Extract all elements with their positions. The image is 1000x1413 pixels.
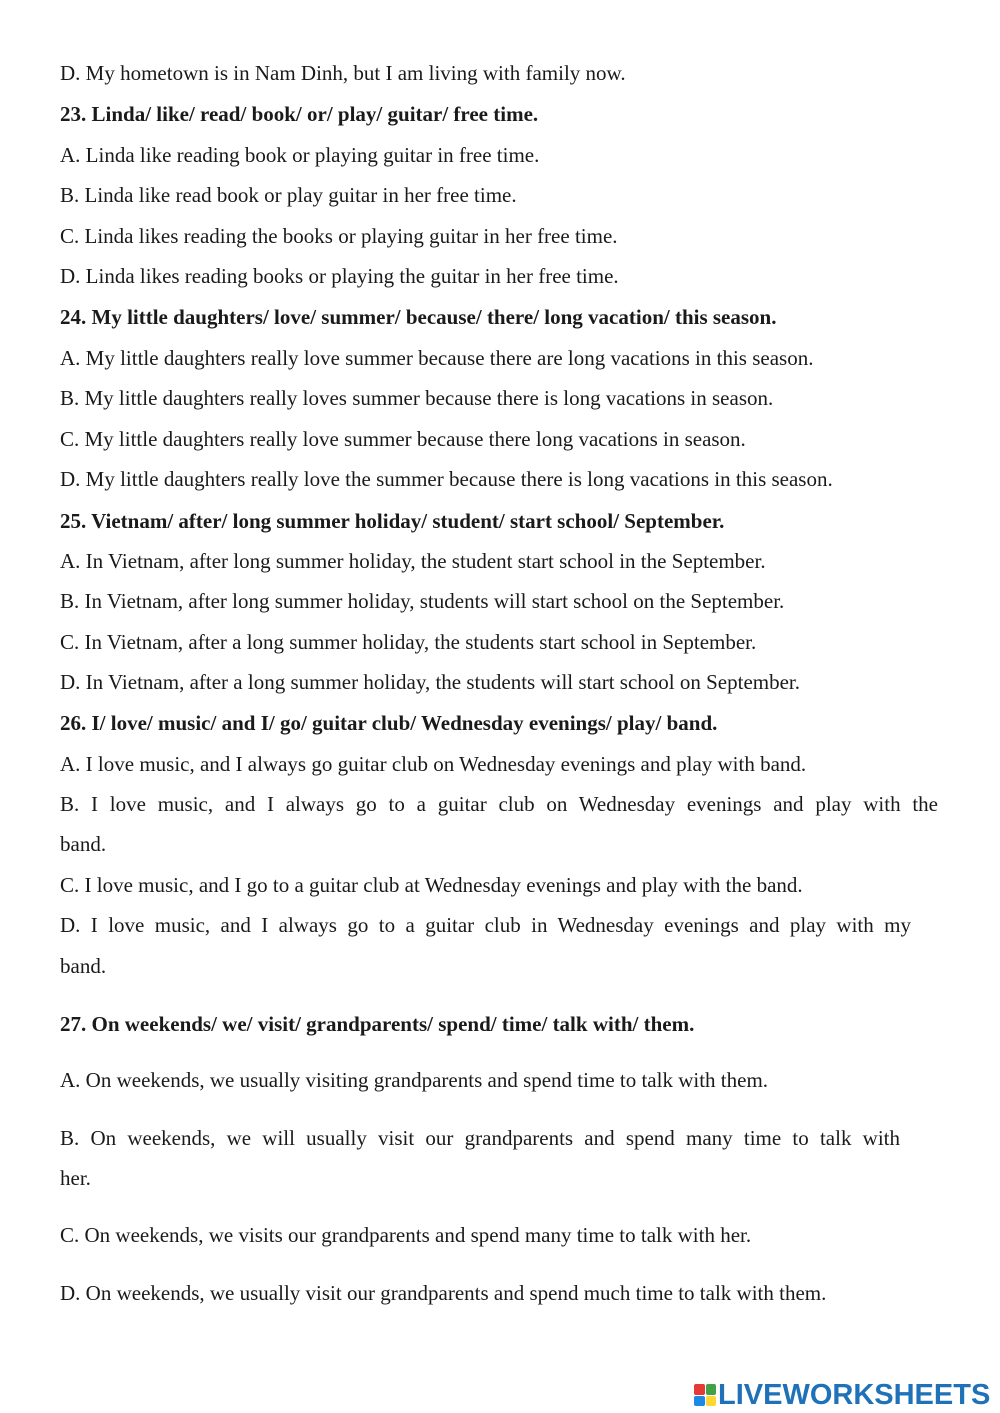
q23-prompt: 23. Linda/ like/ read/ book/ or/ play/ guitar/ free time. xyxy=(60,102,539,126)
q25-prompt: 25. Vietnam/ after/ long summer holiday/ student/ start school/ September. xyxy=(60,509,725,533)
logo-text: LIVEWORKSHEETS xyxy=(718,1378,991,1411)
q23-option-b: B. Linda like read book or play guitar in her free time. xyxy=(60,183,517,207)
q27-option-c: C. On weekends, we visits our grandparents and spend many time to talk with her. xyxy=(60,1223,752,1247)
q26-option-b-continued: band. xyxy=(60,832,107,856)
q23-option-c: C. Linda likes reading the books or playing guitar in her free time. xyxy=(60,224,618,248)
q22-option-d: D. My hometown is in Nam Dinh, but I am living with family now. xyxy=(60,61,626,85)
logo-mark-icon xyxy=(694,1384,716,1406)
q24-option-d: D. My little daughters really love the summer because there is long vacations in this season. xyxy=(60,467,833,491)
q27-option-d: D. On weekends, we usually visit our grandparents and spend much time to talk with them. xyxy=(60,1281,827,1305)
q25-option-c: C. In Vietnam, after a long summer holiday, the students start school in September. xyxy=(60,630,757,654)
q23-option-a: A. Linda like reading book or playing guitar in free time. xyxy=(60,143,540,167)
q26-option-b: B. I love music, and I always go to a guitar club on Wednesday evenings and play with the xyxy=(60,792,938,816)
q23-option-d: D. Linda likes reading books or playing the guitar in her free time. xyxy=(60,264,619,288)
q25-option-d: D. In Vietnam, after a long summer holiday, the students will start school on September. xyxy=(60,670,801,694)
q26-prompt: 26. I/ love/ music/ and I/ go/ guitar club/ Wednesday evenings/ play/ band. xyxy=(60,711,718,735)
q25-option-b: B. In Vietnam, after long summer holiday, students will start school on the September. xyxy=(60,589,785,613)
q24-prompt: 24. My little daughters/ love/ summer/ because/ there/ long vacation/ this season. xyxy=(60,305,777,329)
q24-option-c: C. My little daughters really love summer because there long vacations in season. xyxy=(60,427,746,451)
q27-option-b-continued: her. xyxy=(60,1166,91,1190)
q24-option-b: B. My little daughters really loves summer because there is long vacations in season. xyxy=(60,386,774,410)
q26-option-d-continued: band. xyxy=(60,954,107,978)
q24-option-a: A. My little daughters really love summer because there are long vacations in this season. xyxy=(60,346,814,370)
q27-option-b: B. On weekends, we will usually visit our grandparents and spend many time to talk with xyxy=(60,1126,900,1150)
liveworksheets-logo xyxy=(694,1379,990,1411)
q26-option-c: C. I love music, and I go to a guitar club at Wednesday evenings and play with the band. xyxy=(60,873,803,897)
q27-prompt: 27. On weekends/ we/ visit/ grandparents/ spend/ time/ talk with/ them. xyxy=(60,1012,695,1036)
q27-option-a: A. On weekends, we usually visiting grandparents and spend time to talk with them. xyxy=(60,1068,769,1092)
q25-option-a: A. In Vietnam, after long summer holiday, the student start school in the September. xyxy=(60,549,766,573)
q26-option-a: A. I love music, and I always go guitar club on Wednesday evenings and play with band. xyxy=(60,752,807,776)
q26-option-d: D. I love music, and I always go to a guitar club in Wednesday evenings and play with my xyxy=(60,913,911,937)
